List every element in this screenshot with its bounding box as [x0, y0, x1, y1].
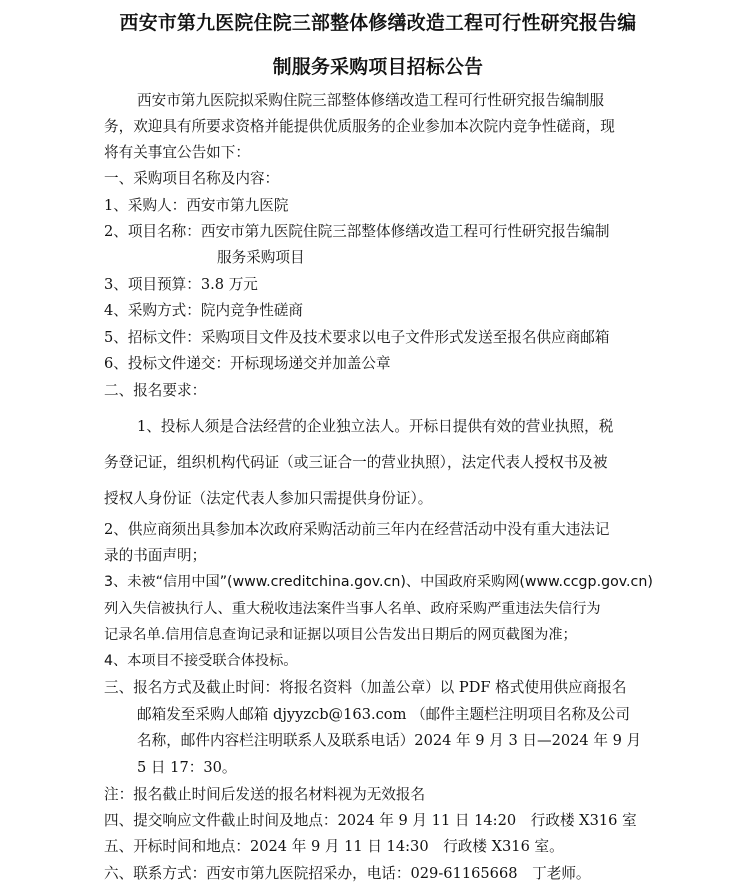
- document-title-line-2: 制服务采购项目招标公告: [272, 57, 484, 78]
- section-4-submission-deadline: 四、提交响应文件截止时间及地点：2024 年 9 月 11 日 14:20 行政楼 X316 室: [104, 812, 637, 829]
- requirement-2-line-2: 录的书面声明；: [104, 547, 207, 564]
- deadline-note: 注：报名截止时间后发送的报名材料视为无效报名: [104, 786, 426, 803]
- section-6-contact: 六、联系方式：西安市第九医院招采办，电话：029-61165668 丁老师。: [104, 865, 591, 882]
- bid-submission-item: 6、投标文件递交：开标现场递交并加盖公章: [104, 355, 391, 372]
- requirement-1-line-3: 授权人身份证（法定代表人参加只需提供身份证）。: [104, 490, 433, 507]
- project-name-item-line-1: 2、项目名称：西安市第九医院住院三部整体修缮改造工程可行性研究报告编制: [104, 223, 610, 240]
- requirement-3-line-3: 记录名单.信用信息查询记录和证据以项目公告发出日期后的网页截图为准；: [104, 627, 577, 643]
- section-3-line-2: 邮箱发至采购人邮箱 djyyzcb@163.com （邮件主题栏注明项目名称及公司: [137, 706, 630, 723]
- purchaser-item: 1、采购人：西安市第九医院: [104, 197, 289, 214]
- section-2-heading: 二、报名要求：: [104, 382, 207, 399]
- section-3-line-1: 三、报名方式及截止时间：将报名资料（加盖公章）以 PDF 格式使用供应商报名: [104, 679, 627, 696]
- tender-documents-item: 5、招标文件：采购项目文件及技术要求以电子文件形式发送至报名供应商邮箱: [104, 329, 610, 346]
- section-1-heading: 一、采购项目名称及内容：: [104, 170, 280, 187]
- requirement-2-line-1: 2、供应商须出具参加本次政府采购活动前三年内在经营活动中没有重大违法记: [104, 521, 610, 538]
- requirement-1-line-2: 务登记证，组织机构代码证（或三证合一的营业执照），法定代表人授权书及被: [104, 454, 608, 471]
- section-3-line-4: 5 日 17：30。: [137, 759, 237, 776]
- requirement-3-line-2: 列入失信被执行人、重大税收违法案件当事人名单、政府采购严重违法失信行为: [104, 601, 601, 617]
- budget-item: 3、项目预算：3.8 万元: [104, 276, 258, 293]
- requirement-4: 4、本项目不接受联合体投标。: [104, 653, 298, 669]
- requirement-1-line-1: 1、投标人须是合法经营的企业独立法人。开标日提供有效的营业执照，税: [137, 418, 614, 435]
- intro-paragraph-line-2: 务，欢迎具有所要求资格并能提供优质服务的企业参加本次院内竞争性磋商，现: [104, 118, 615, 135]
- project-name-item-line-2: 服务采购项目: [217, 249, 305, 266]
- procurement-method-item: 4、采购方式：院内竞争性磋商: [104, 302, 304, 319]
- document-title-line-1: 西安市第九医院住院三部整体修缮改造工程可行性研究报告编: [119, 13, 637, 34]
- section-5-bid-opening: 五、开标时间和地点：2024 年 9 月 11 日 14:30 行政楼 X316 室。: [104, 838, 564, 855]
- intro-paragraph-line-1: 西安市第九医院拟采购住院三部整体修缮改造工程可行性研究报告编制服: [137, 92, 605, 109]
- intro-paragraph-line-3: 将有关事宜公告如下：: [104, 144, 250, 161]
- requirement-3-line-1: 3、未被“信用中国”(www.creditchina.gov.cn)、中国政府采购网(www.ccgp.gov.cn): [104, 574, 653, 590]
- section-3-line-3: 名称，邮件内容栏注明联系人及联系电话）2024 年 9 月 3 日—2024 年 9 月: [137, 732, 642, 749]
